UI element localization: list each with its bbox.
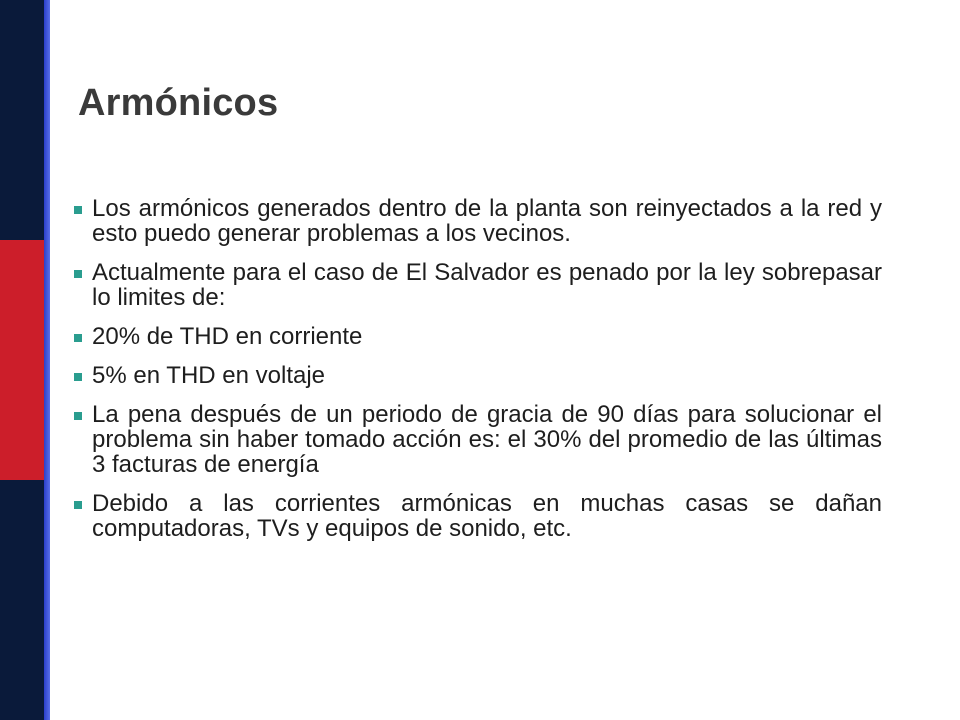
square-bullet-icon (74, 334, 82, 342)
sidebar-bottom-segment (0, 480, 44, 720)
square-bullet-icon (74, 412, 82, 420)
bullet-item (74, 196, 882, 246)
bullet-item (74, 260, 882, 310)
square-bullet-icon (74, 206, 82, 214)
sidebar-red-segment (0, 240, 44, 480)
bullet-item (74, 363, 882, 388)
sidebar-blue-stripe (44, 0, 50, 720)
slide-title: Armónicos (78, 82, 279, 124)
bullet-text: Actualmente para el caso de El Salvador es penado por la ley sobrepasar lo limites de: (92, 259, 882, 311)
square-bullet-icon (74, 373, 82, 381)
bullet-text: Los armónicos generados dentro de la planta son reinyectados a la red y esto puedo generar problemas a los vecinos. (92, 195, 882, 247)
bullet-item (74, 402, 882, 477)
bullet-item (74, 491, 882, 541)
bullet-text: La pena después de un periodo de gracia de 90 días para solucionar el problema sin haber tomado acción es: el 30% del promedio de las últimas 3 facturas de energía (92, 401, 882, 478)
bullet-list (74, 196, 882, 555)
square-bullet-icon (74, 501, 82, 509)
bullet-item (74, 324, 882, 349)
bullet-text: Debido a las corrientes armónicas en muchas casas se dañan computadoras, TVs y equipos de sonido, etc. (92, 490, 882, 542)
square-bullet-icon (74, 270, 82, 278)
bullet-text: 5% en THD en voltaje (92, 362, 326, 389)
sidebar-top-segment (0, 0, 44, 240)
slide-sidebar (0, 0, 44, 720)
bullet-text: 20% de THD en corriente (92, 323, 363, 350)
